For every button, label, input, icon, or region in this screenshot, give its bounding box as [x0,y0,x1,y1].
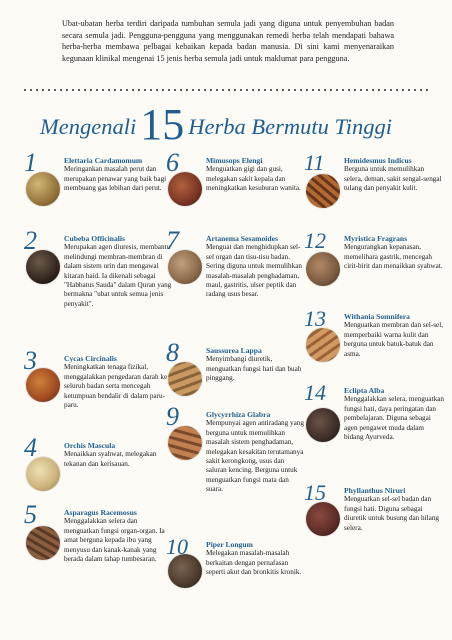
herb-desc-14: Menggalakkan selera, menguatkan fungsi hati, daya peringatan dan pembelajaran. Diguna sebagai agen pengawet muda dalam bidang Ayurveda. [344,395,444,442]
herb-name-3: Cycas Circinalis [64,354,117,363]
herb-name-10: Piper Longum [206,540,253,549]
herb-number-1: 1 [24,148,37,177]
cardamom-photo [26,172,60,206]
herb-desc-13: Menguatkan membran dan sel-sel, memperbaiki warna kulit dan berguna untuk batuk-batuk dan asma. [344,321,443,358]
herb-number-5: 5 [24,500,37,529]
herb-desc-11: Berguna untuk memulihkan selera, deman, sakit sengal-sengal tulang dan penyakit kulit. [344,165,442,193]
herb-number-7: 7 [166,226,179,255]
withania-photo [306,328,340,362]
herb-desc-6: Menguatkan gigi dan gusi, melegakan sakit kepala dan meningkatkan kesuburan wanita. [206,165,301,193]
cubeba-photo [26,250,60,284]
herb-name-7: Artanema Sesamoides [206,234,278,243]
herb-number-12: 12 [304,228,326,253]
page-title [40,99,392,147]
herb-desc-5: Menggalakkan selera dan menguatkan fungsi organ-organ. Ia amat berguna kepada ibu yang menyusu dan kanak-kanak yang berada dalam tahap tumbesaran. [64,517,165,564]
herb-number-3: 3 [24,346,37,375]
herb-desc-7: Menguat dan menghidupkan sel-sel organ dan tisu-tisu badan. Sering diguna untuk memulihkan masalah-masalah penghadaman, maul, gastritis, ulser peptik dan radang usus besar. [206,243,303,299]
herb-name-2: Cubeba Officinalis [64,234,125,243]
herb-desc-4: Menaikkan syahwat, melegakan tekanan dan kerisauan. [64,450,157,468]
herb-number-11: 11 [304,150,325,175]
herb-name-11: Hemidesmus Indicus [344,156,412,165]
herb-desc-8: Menyimbangi diuretik, menguatkan fungsi hati dan buah pinggang. [206,355,302,383]
phyllanthus-photo [306,502,340,536]
herb-number-8: 8 [166,338,179,367]
herb-number-15: 15 [304,480,326,505]
intro-paragraph: Ubat-ubatan herba terdiri daripada tumbuhan semula jadi yang diguna untuk penyembuhan badan secara semula jadi. Pengguna-pengguna yang menggunakan remedi herba telah mendapati bahawa herba-herba membawa pelbagai kebaikan kepada badan manusia. Di sini kami menyenaraikan kegunaan klinikal mengenai 15 jenis herba semula jadi untuk maklumat para pengguna. [62,19,394,63]
herb-desc-10: Melegakan masalah-masalah berkaitan dengan pernafasan seperti akut dan bronkitis kronik. [206,549,302,577]
herb-number-14: 14 [304,380,326,405]
herb-desc-2: Merupakan agen diuresis, membantu melindungi membran-membran di dalam sistem urin dan mengawal kitaran haid. Ia dikenali sebagai "Habbatus Sauda" dalam Quran yang bermakna "ubat untuk semua jenis penyakit". [64,243,172,308]
herb-number-2: 2 [24,226,37,255]
nutmeg-photo [306,252,340,286]
herb-desc-15: Menguatkan sel-sel badan dan fungsi hati. Diguna sebagai diuretik untuk busung dan hilang selera. [344,495,440,532]
herb-desc-12: Mengurangkan kepanasan, memelihara gastrik, mencegah cirit-birit dan menaikkan syahwat. [344,243,443,271]
herb-name-13: Withania Somnifera [344,312,410,321]
herb-number-9: 9 [166,402,179,431]
title-number: 15 [140,100,185,149]
mimusops-photo [168,172,202,206]
herb-desc-1: Meringankan masalah perut dan merupakan penawar yang baik bagi membuang gas lebihan dari perut. [64,165,167,193]
orchis-photo [26,457,60,491]
eclipta-photo [306,408,340,442]
herb-number-4: 4 [24,433,37,462]
artanema-photo [168,250,202,284]
herb-name-12: Myristica Fragrans [344,234,408,243]
herb-name-15: Phyllanthus Niruri [344,486,406,495]
herb-name-6: Mimusops Elengi [206,156,263,165]
title-part-1: Mengenali [40,114,137,139]
herb-name-9: Glycyrrhiza Glabra [206,410,271,419]
herb-desc-3: Meningkatkan tenaga fizikal, menggalakkan pengedaran darah ke seluruh badan serta mencegah ketumpuan bendalir di dalam paru-paru. [64,363,168,410]
asparagus-photo [26,526,60,560]
saussurea-photo [168,362,202,396]
herb-name-5: Asparagus Racemosus [64,508,137,517]
licorice-photo [168,426,202,460]
herb-name-8: Saussurea Lappa [206,346,262,355]
dotted-divider [22,88,432,92]
herb-name-4: Orchis Mascula [64,441,116,450]
hemidesmus-photo [306,174,340,208]
title-part-2: Herba Bermutu Tinggi [188,114,392,139]
herb-desc-9: Mempunyai agen antiradang yang berguna untuk memulihkan masalah sistem penghadaman, melegakan kesakitan terutamanya sakit kerongkong, usus dan saluran kencing. Berguna untuk menguatkan fungsi mata dan suara. [206,419,304,494]
herb-number-10: 10 [166,534,188,559]
herb-number-6: 6 [166,148,179,177]
herb-name-1: Elettaria Cardamomum [64,156,143,165]
herb-name-14: Eclipta Alba [344,386,385,395]
herb-number-13: 13 [304,306,326,331]
